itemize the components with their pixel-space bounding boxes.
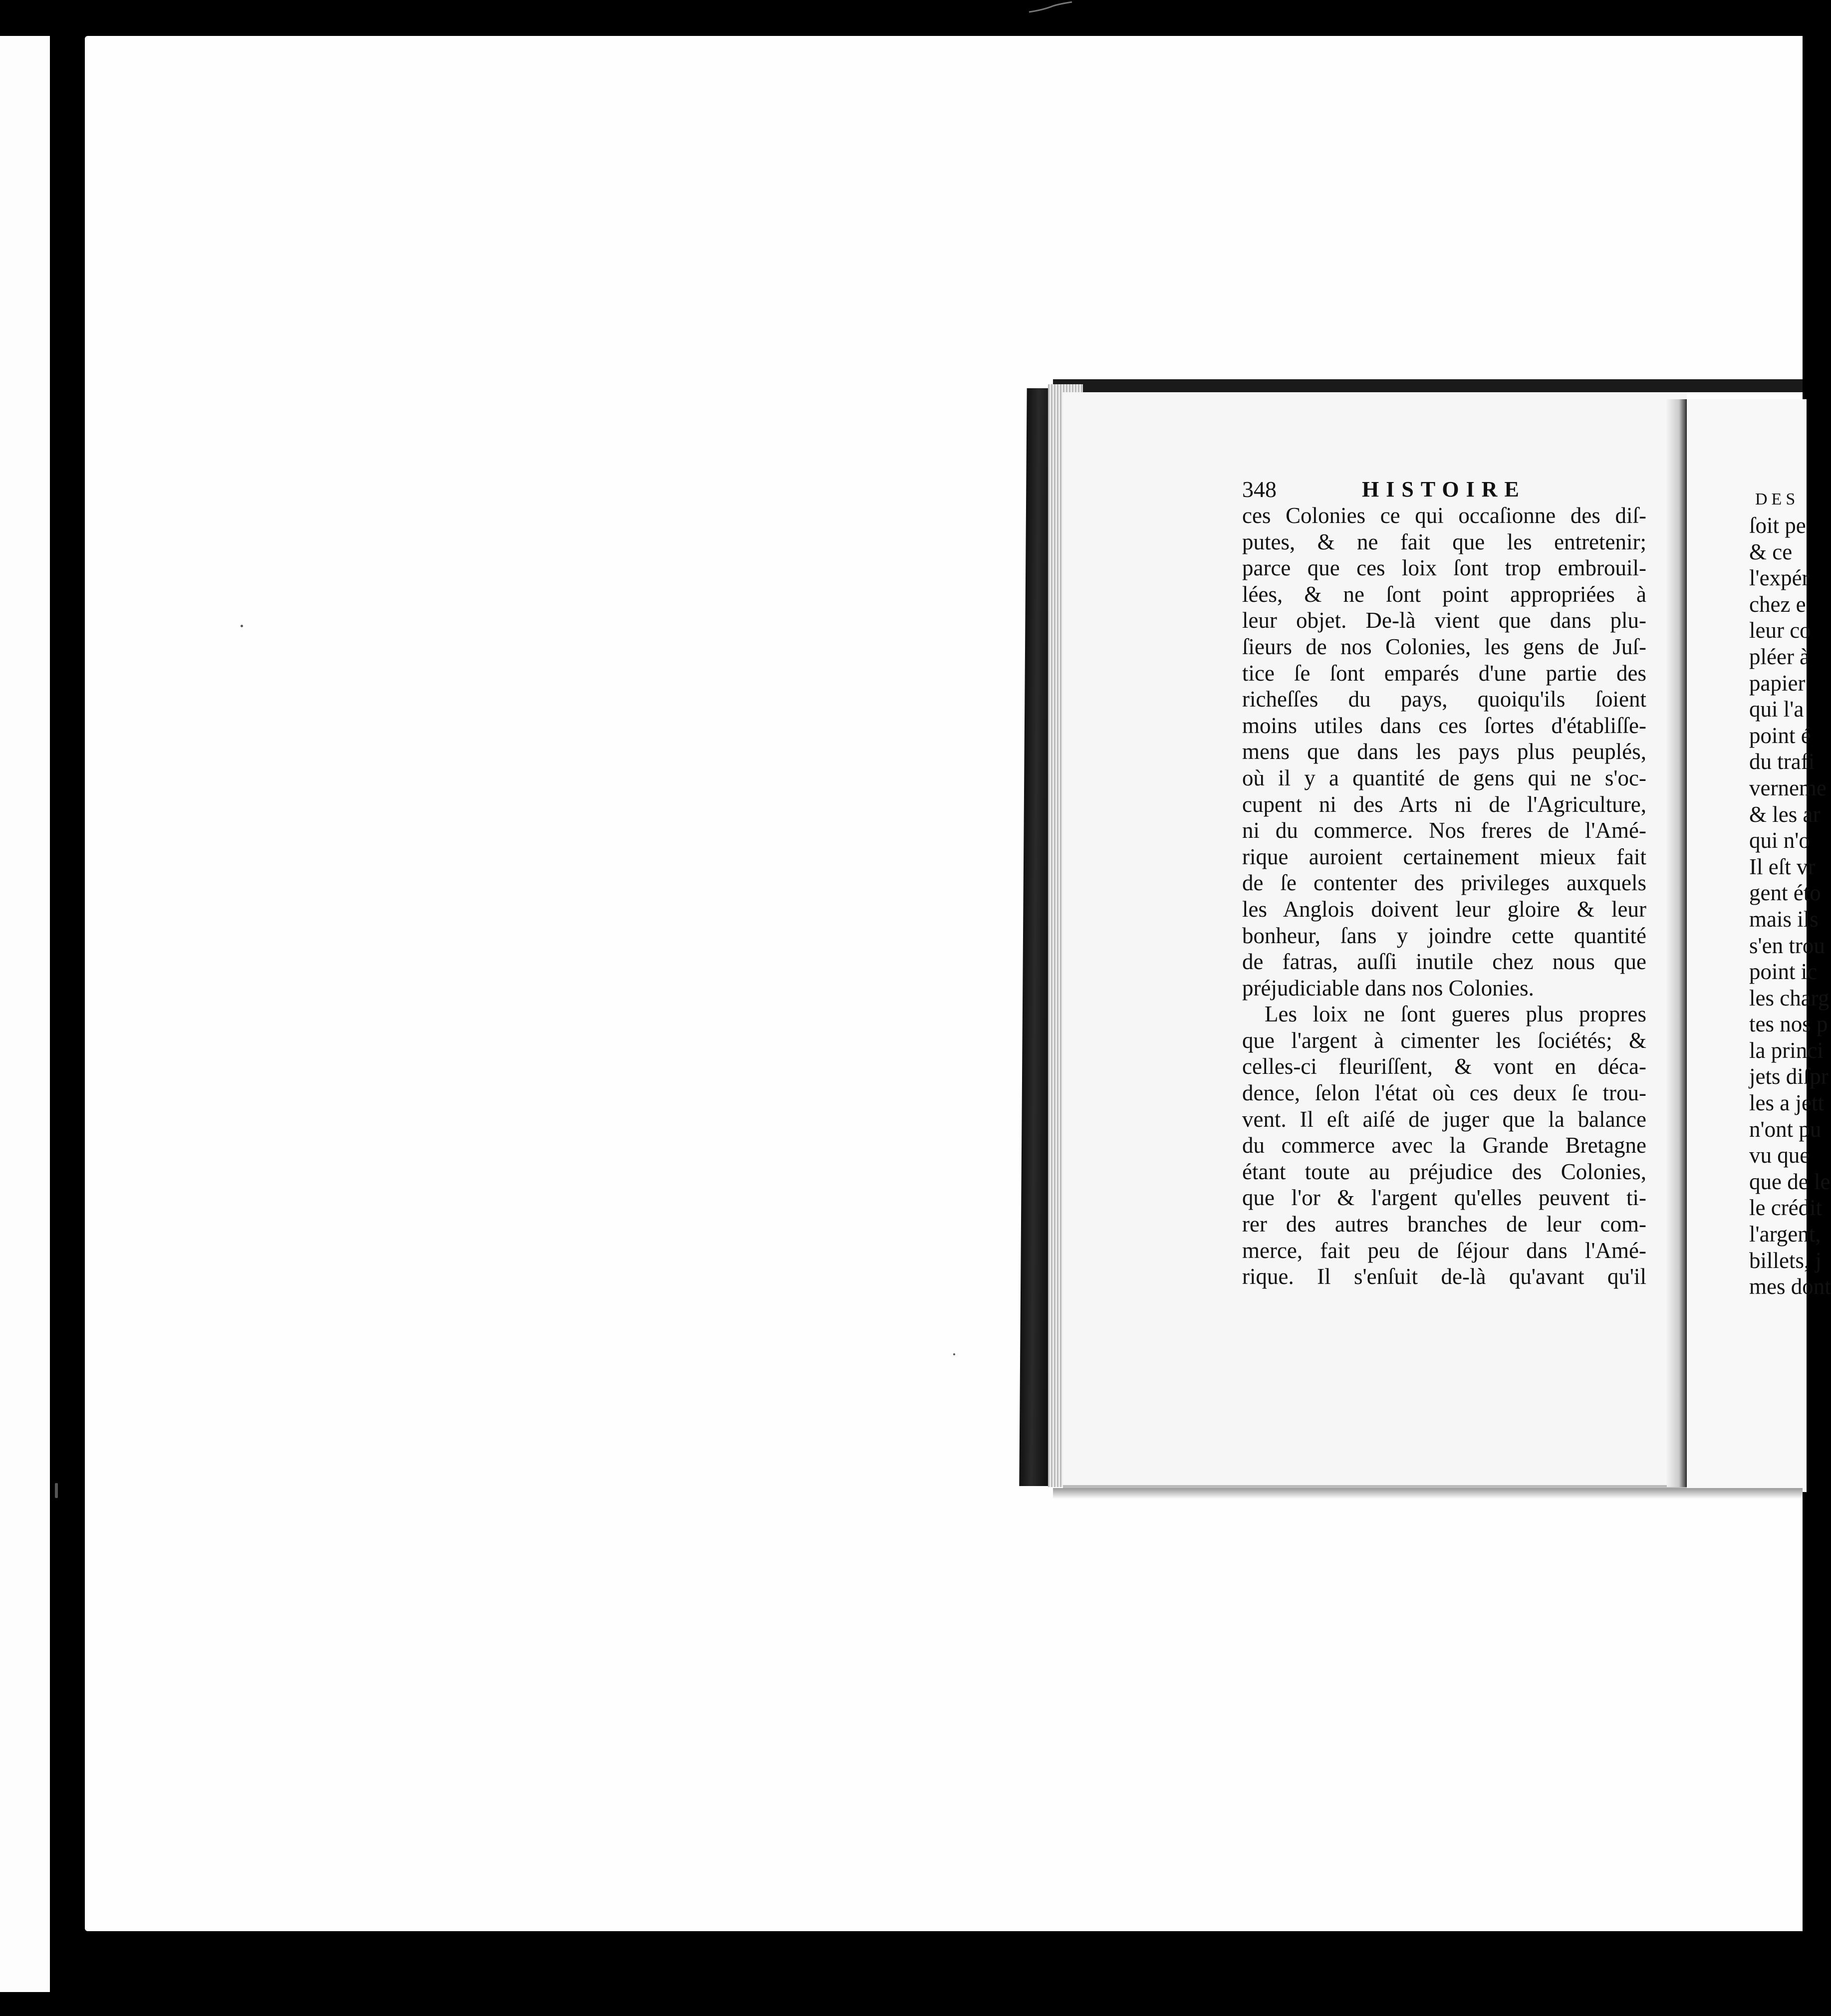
text-line: ſieurs de nos Colonies, les gens de Juſ- xyxy=(1242,634,1646,659)
text-line: l'expér xyxy=(1749,565,1810,591)
text-line: pléer à xyxy=(1749,644,1810,669)
running-head-title: HISTOIRE xyxy=(1362,477,1526,502)
text-line: n'ont pu xyxy=(1749,1116,1822,1142)
text-line: vent. Il eſt aiſé de juger que la balance xyxy=(1242,1106,1646,1132)
pencil-mark xyxy=(1028,0,1073,15)
text-line: la princi xyxy=(1749,1037,1824,1063)
text-line: mes dont xyxy=(1749,1274,1831,1299)
text-line: rique. Il s'enſuit de-là qu'avant qu'il xyxy=(1242,1264,1646,1289)
text-line: & les ar xyxy=(1749,801,1821,827)
text-line: point é xyxy=(1749,723,1811,748)
text-line: préjudiciable dans nos Colonies. xyxy=(1242,975,1534,1001)
dust-speck xyxy=(241,625,243,627)
dust-speck xyxy=(55,1483,58,1498)
text-line: ſoit pe xyxy=(1749,513,1806,538)
text-line: où il y a quantité de gens qui ne s'oc- xyxy=(1242,765,1646,790)
text-line: ni du commerce. Nos freres de l'Amé- xyxy=(1242,818,1646,843)
text-line: cupent ni des Arts ni de l'Agriculture, xyxy=(1242,791,1646,817)
text-line: les a jett xyxy=(1749,1090,1824,1116)
text-line: merce, fait peu de ſéjour dans l'Amé- xyxy=(1242,1238,1646,1263)
text-line: du commerce avec la Grande Bretagne xyxy=(1242,1133,1646,1158)
text-line: mais ils xyxy=(1749,906,1819,932)
text-line: tice ſe ſont emparés d'une partie des xyxy=(1242,660,1646,686)
right-running-head: DES xyxy=(1755,490,1800,508)
text-line: verneme xyxy=(1749,775,1827,800)
text-line: rique auroient certainement mieux fait xyxy=(1242,844,1646,869)
text-line: l'argent, xyxy=(1749,1222,1821,1247)
adjacent-frame-strip xyxy=(0,36,50,1992)
text-line: celles-ci fleuriſſent, & vont en déca- xyxy=(1242,1054,1646,1079)
text-line: étant toute au préjudice des Colonies, xyxy=(1242,1159,1646,1184)
text-line: qui l'a xyxy=(1749,697,1804,722)
book-top-edge xyxy=(1053,379,1803,392)
text-line: Les loix ne ſont gueres plus propres xyxy=(1265,1002,1646,1027)
book-gutter xyxy=(1667,399,1687,1487)
text-line: que l'or & l'argent qu'elles peuvent ti- xyxy=(1242,1185,1646,1211)
text-line: bonheur, ſans y joindre cette quantité xyxy=(1242,923,1646,948)
text-line: putes, & ne fait que les entretenir; xyxy=(1242,529,1646,554)
text-line: parce que ces loix ſont trop embrouil- xyxy=(1242,555,1646,581)
right-page-text xyxy=(1749,487,1831,1300)
dust-speck xyxy=(953,1353,955,1355)
text-line: papier xyxy=(1749,670,1806,696)
text-line: du trafi xyxy=(1749,749,1815,774)
text-line: s'en trou xyxy=(1749,933,1825,958)
text-line: lées, & ne ſont point appropriées à xyxy=(1242,581,1646,607)
text-line: rer des autres branches de leur com- xyxy=(1242,1212,1646,1237)
text-line: leur co xyxy=(1749,618,1811,643)
text-line: le crédit xyxy=(1749,1195,1823,1221)
text-line: chez e xyxy=(1749,591,1806,617)
text-line: & ce xyxy=(1749,539,1793,564)
book-bottom-shadow xyxy=(1053,1488,1803,1499)
text-line: mens que dans les pays plus peuplés, xyxy=(1242,739,1646,764)
text-line: de ſe contenter des privileges auxquels xyxy=(1242,870,1646,896)
text-line: les Anglois doivent leur gloire & leur xyxy=(1242,896,1646,922)
text-line: ces Colonies ce qui occaſionne des diſ- xyxy=(1242,503,1646,528)
text-line: que de le xyxy=(1749,1169,1831,1194)
text-line: leur objet. De-là vient que dans plu- xyxy=(1242,608,1646,633)
text-line: billets, j xyxy=(1749,1248,1822,1273)
text-line: tes nos p xyxy=(1749,1011,1828,1037)
text-line: de fatras, auſſi inutile chez nous que xyxy=(1242,949,1646,975)
text-line: dence, ſelon l'état où ces deux ſe trou- xyxy=(1242,1080,1646,1106)
text-line: jets diſpr xyxy=(1749,1064,1829,1089)
running-head xyxy=(1242,477,1646,503)
page-number: 348 xyxy=(1242,477,1277,502)
text-line: moins utiles dans ces ſortes d'établiſſe- xyxy=(1242,713,1646,738)
text-line: Il eſt vr xyxy=(1749,854,1816,879)
text-line: gent éto xyxy=(1749,880,1821,906)
text-line: qui n'o xyxy=(1749,828,1810,853)
text-line: les charg xyxy=(1749,985,1830,1010)
left-page-text xyxy=(1242,477,1646,1290)
text-line: point ic xyxy=(1749,959,1818,985)
text-line: que l'argent à cimenter les ſociétés; & xyxy=(1242,1027,1646,1053)
text-line: richeſſes du pays, quoiqu'ils ſoient xyxy=(1242,687,1646,712)
text-line: vu que xyxy=(1749,1143,1810,1168)
